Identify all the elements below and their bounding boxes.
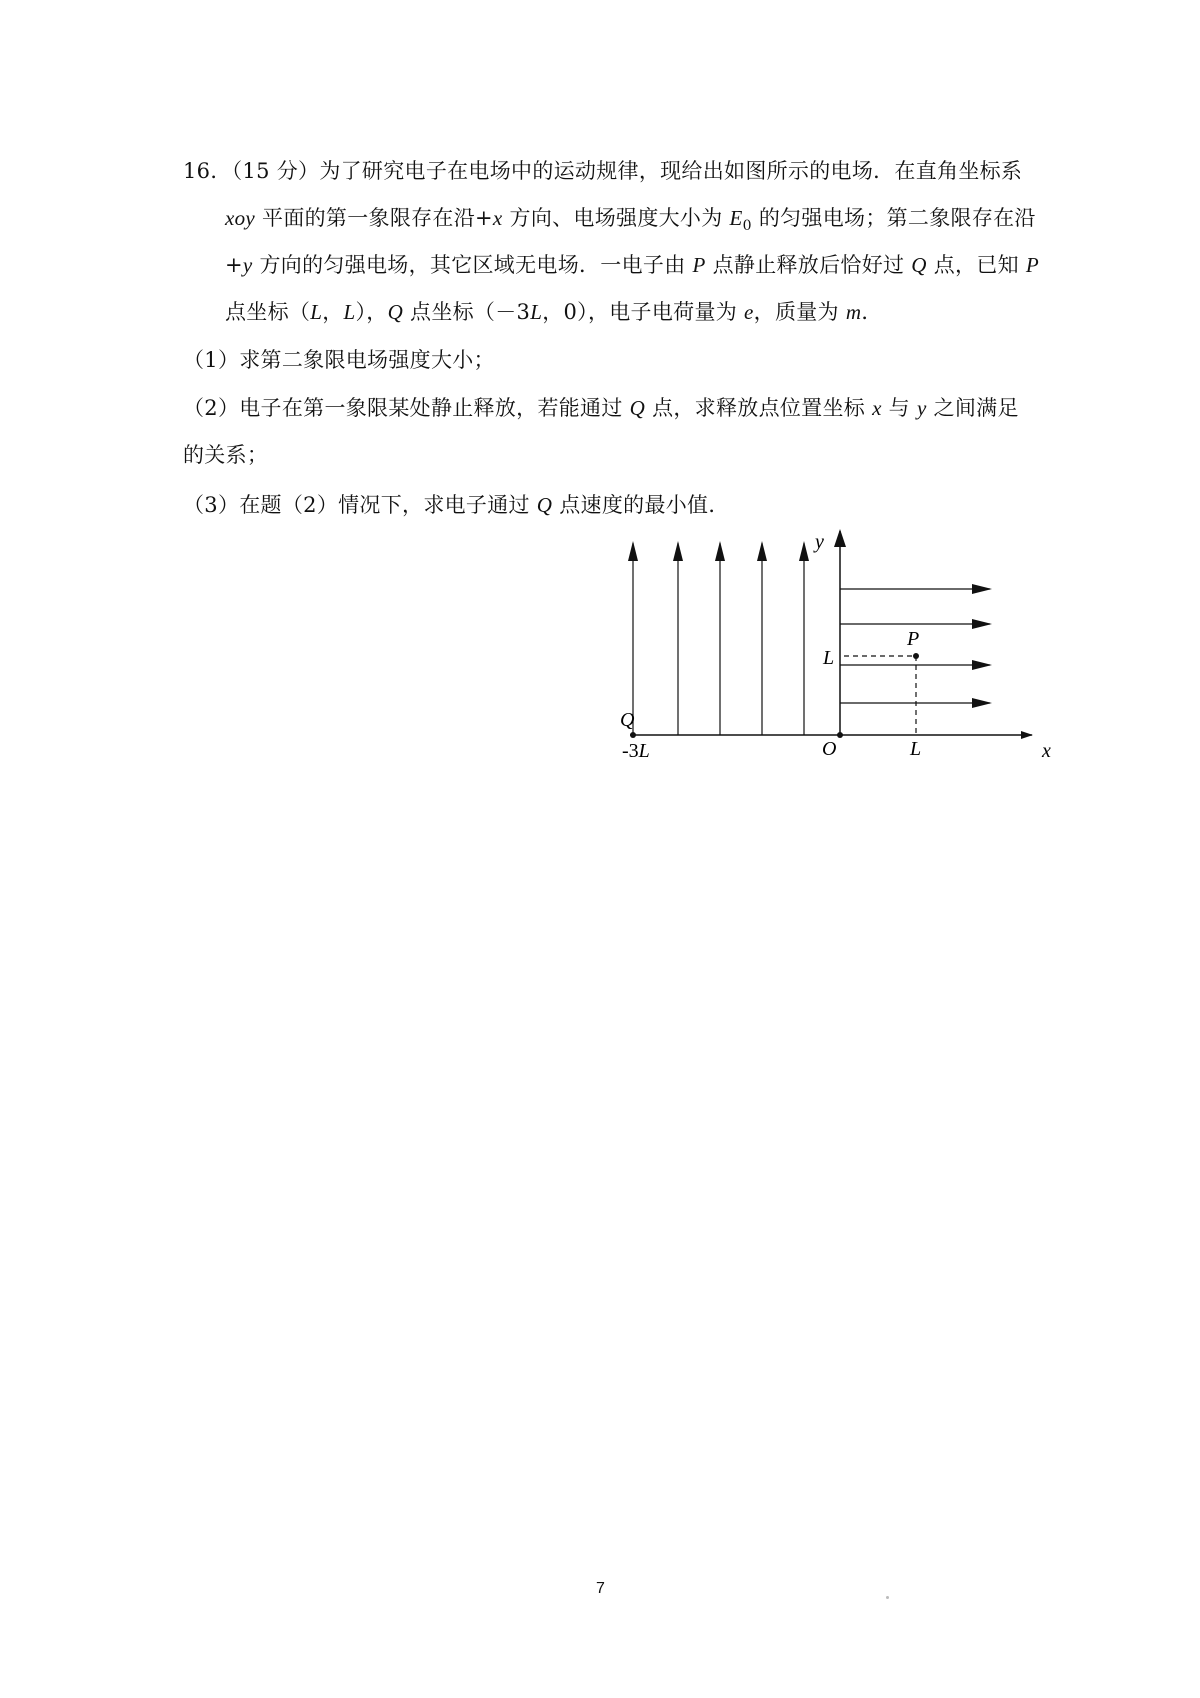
- y-axis-arrowhead: [834, 529, 846, 547]
- x-axis-label: x: [1042, 740, 1051, 762]
- tick-L-y: L: [823, 647, 835, 669]
- question-text: （2）电子在第一象限某处静止释放，若能通过: [183, 396, 630, 420]
- page-number: 7: [596, 1580, 605, 1597]
- problem-text: ，质量为: [753, 300, 846, 324]
- arrowhead-right: [972, 698, 992, 708]
- tick-L-x: L: [910, 738, 922, 760]
- var-Q: Q: [911, 253, 927, 277]
- question-text: 点速度的最小值．: [552, 493, 730, 517]
- question-text: 点，求释放点位置坐标: [645, 396, 873, 420]
- var-xoy: xoy: [225, 206, 256, 230]
- question-2-continued: 的关系；: [183, 443, 269, 467]
- point-Q-label: Q: [620, 709, 635, 731]
- problem-line-4: [225, 297, 883, 327]
- second-quadrant-field-lines: [628, 541, 809, 735]
- problem-text: 方向、电场强度大小为: [502, 206, 730, 230]
- var-y: y: [916, 396, 927, 420]
- arrowhead-up: [757, 541, 767, 561]
- var-Q: Q: [536, 493, 553, 517]
- problem-text: 点坐标（－3: [403, 300, 531, 324]
- tick-neg-3-number: -3: [622, 740, 639, 762]
- scan-speck: [886, 1596, 889, 1599]
- problem-text: ），: [355, 300, 388, 324]
- point-P-label: P: [907, 628, 920, 650]
- origin-label: O: [822, 738, 837, 760]
- origin-marker: [837, 732, 843, 738]
- var-Q: Q: [387, 300, 404, 324]
- arrowhead-up: [628, 541, 638, 561]
- y-axis-label: y: [815, 531, 824, 553]
- problem-text: 平面的第一象限存在沿+: [255, 206, 493, 230]
- comma: ，: [322, 300, 344, 324]
- var-x: x: [492, 206, 503, 230]
- problem-text: 点静止释放后恰好过: [705, 253, 912, 277]
- question-text: 之间满足: [926, 396, 1019, 420]
- var-y: y: [242, 253, 253, 277]
- tick-neg-3L: [622, 740, 650, 762]
- var-P: P: [692, 253, 706, 277]
- question-3: [183, 490, 730, 520]
- problem-line-3: [225, 250, 1039, 280]
- problem-text: 点，已知: [926, 253, 1026, 277]
- var-e: e: [744, 300, 754, 324]
- var-m: m: [845, 300, 862, 324]
- point-P-marker: [913, 653, 919, 659]
- problem-line-2: [225, 203, 1036, 241]
- problem-text: ，0），电子电荷量为: [542, 300, 745, 324]
- var-L: L: [530, 300, 543, 324]
- var-Q: Q: [629, 396, 646, 420]
- question-text: 与: [881, 396, 917, 420]
- arrowhead-up: [673, 541, 683, 561]
- problem-number: 16．: [183, 159, 232, 183]
- arrowhead-up: [715, 541, 725, 561]
- arrowhead-up: [799, 541, 809, 561]
- arrowhead-right: [972, 619, 992, 629]
- subscript-0: 0: [742, 218, 752, 235]
- period: ．: [861, 300, 883, 324]
- point-Q-marker: [630, 732, 636, 738]
- question-text: （3）在题（2）情况下，求电子通过: [183, 493, 537, 517]
- electric-field-diagram: [600, 525, 1060, 770]
- tick-neg-3-var: L: [638, 740, 650, 762]
- problem-text: 方向的匀强电场，其它区域无电场．一电子由: [252, 253, 693, 277]
- var-L: L: [343, 300, 356, 324]
- question-2: [183, 393, 1019, 423]
- problem-text: 为了研究电子在电场中的运动规律，现给出如图所示的电场．在直角坐标系: [319, 159, 1023, 183]
- var-E: E: [729, 206, 743, 230]
- arrowhead-right: [972, 660, 992, 670]
- var-P: P: [1025, 253, 1040, 277]
- plus-sign: +: [225, 253, 243, 277]
- arrowhead-right: [972, 584, 992, 594]
- var-L: L: [310, 300, 323, 324]
- question-1: （1）求第二象限电场强度大小；: [183, 348, 495, 372]
- problem-points: （15 分）: [231, 159, 320, 183]
- problem-text: 点坐标（: [225, 300, 311, 324]
- problem-text: 的匀强电场；第二象限存在沿: [751, 206, 1036, 230]
- var-x: x: [872, 396, 882, 420]
- problem-line-1: [183, 156, 1022, 186]
